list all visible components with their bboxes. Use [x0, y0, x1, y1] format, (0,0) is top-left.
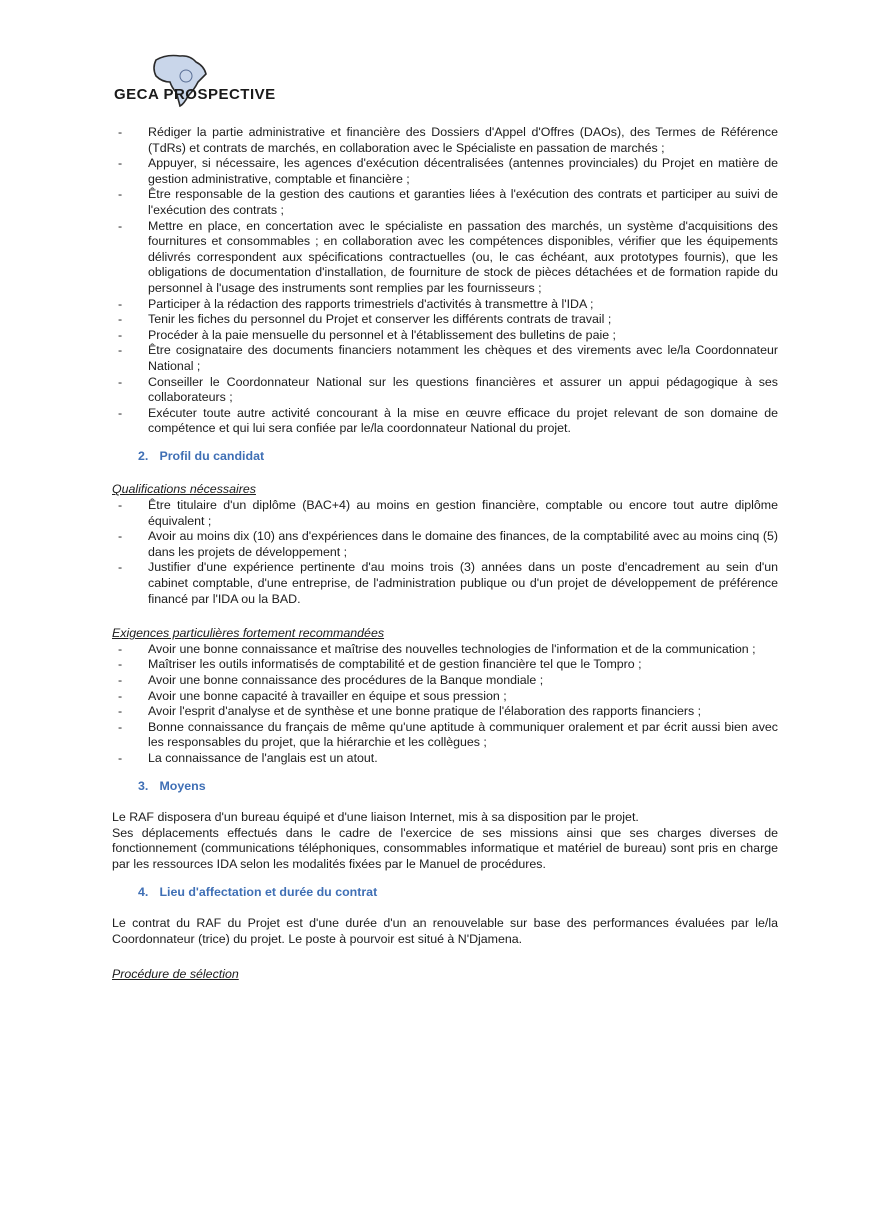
- list-item: - Être cosignataire des documents financiers notamment les chèques et des virements avec le/la Coordonnateur National ;: [112, 343, 778, 374]
- section-heading-location: [138, 885, 778, 901]
- means-paragraph-1: Le RAF disposera d'un bureau équipé et d'une liaison Internet, mis à sa disposition par le projet.: [112, 810, 639, 825]
- section-number: 2.: [138, 448, 149, 463]
- means-paragraph-2: Ses déplacements effectués dans le cadre de l'exercice de ses missions ainsi que ses charges diverses de fonctionnement (communications téléphoniques, consommables informatique et matériel de bureau) sont pris en charge par les ressources IDA selon les modalités fixées par le Manuel de procédures.: [112, 825, 778, 871]
- list-item: - Conseiller le Coordonnateur National sur les questions financières et assurer un appui pédagogique à ses collaborateurs ;: [112, 375, 778, 406]
- list-item: - Avoir l'esprit d'analyse et de synthèse et une bonne pratique de l'élaboration des rapports financiers ;: [112, 704, 778, 720]
- tasks-list: [112, 125, 778, 437]
- list-item: - Bonne connaissance du français de même qu'une aptitude à communiquer oralement et par écrit aussi bien avec les responsables du projet, que la hiérarchie et les collègues ;: [112, 720, 778, 751]
- list-item: - Participer à la rédaction des rapports trimestriels d'activités à transmettre à l'IDA ;: [112, 297, 778, 313]
- section-title: Moyens: [159, 778, 206, 793]
- list-item: - Exécuter toute autre activité concourant à la mise en œuvre efficace du projet relevant de son domaine de compétence et qui lui sera confiée par le/la coordonnateur National du projet.: [112, 406, 778, 437]
- section-heading-profile: [138, 449, 778, 465]
- requirements-list: [112, 642, 778, 767]
- list-item: - Avoir une bonne capacité à travailler en équipe et sous pression ;: [112, 689, 778, 705]
- list-item: - Avoir une bonne connaissance et maîtrise des nouvelles technologies de l'information et de la communication ;: [112, 642, 778, 658]
- list-item: - Être titulaire d'un diplôme (BAC+4) au moins en gestion financière, comptable ou encore tout autre diplôme équivalent ;: [112, 498, 778, 529]
- section-number: 3.: [138, 778, 149, 793]
- list-item: - Mettre en place, en concertation avec le spécialiste en passation des marchés, un système d'acquisitions des fournitures et consommables ; en collaboration avec les compétences disponibles, vérifier que les équipements délivrés correspondent aux spécifications contractuelles (ou, le cas échéant, aux prototypes fournis), que les obligations de documentation d'installation, de fourniture de stock de pièces détachées et de formation rapide du personnel à l'usage des instruments sont remplies par les fournisseurs ;: [112, 219, 778, 297]
- list-item: - Tenir les fiches du personnel du Projet et conserver les différents contrats de travail ;: [112, 312, 778, 328]
- qualifications-list: [112, 498, 778, 607]
- section-number: 4.: [138, 884, 149, 899]
- section-title: Lieu d'affectation et durée du contrat: [159, 884, 378, 899]
- requirements-title: Exigences particulières fortement recommandées: [112, 626, 385, 641]
- section-heading-means: [138, 779, 778, 795]
- document-body: [112, 125, 778, 983]
- logo-text: GECA PROSPECTIVE: [114, 86, 276, 103]
- list-item: - Rédiger la partie administrative et financière des Dossiers d'Appel d'Offres (DAOs), des Termes de Référence (TdRs) et contrats de marchés, en collaboration avec le Spécialiste en passation de marchés ;: [112, 125, 778, 156]
- location-paragraph: Le contrat du RAF du Projet est d'une durée d'un an renouvelable sur base des performances évaluées par le/la Coordonnateur (trice) du projet. Le poste à pourvoir est situé à N'Djamena.: [112, 916, 778, 946]
- list-item: - Justifier d'une expérience pertinente d'au moins trois (3) années dans un poste d'encadrement au sein d'un cabinet comptable, d'une entreprise, de l'administration publique ou d'un projet de développement de préférence financé par l'IDA ou la BAD.: [112, 560, 778, 607]
- procedure-title: Procédure de sélection: [112, 967, 239, 982]
- list-item: - Appuyer, si nécessaire, les agences d'exécution décentralisées (antennes provinciales) du Projet en matière de gestion administrative, comptable et financière ;: [112, 156, 778, 187]
- section-title: Profil du candidat: [159, 448, 265, 463]
- company-logo: [110, 52, 300, 112]
- list-item: - Avoir une bonne connaissance des procédures de la Banque mondiale ;: [112, 673, 778, 689]
- list-item: - Être responsable de la gestion des cautions et garanties liées à l'exécution des contrats et participer au suivi de l'exécution des contrats ;: [112, 187, 778, 218]
- list-item: - Avoir au moins dix (10) ans d'expériences dans le domaine des finances, de la comptabilité avec au moins cinq (5) dans les projets de développement ;: [112, 529, 778, 560]
- list-item: - Procéder à la paie mensuelle du personnel et à l'établissement des bulletins de paie ;: [112, 328, 778, 344]
- list-item: - La connaissance de l'anglais est un atout.: [112, 751, 778, 767]
- list-item: - Maîtriser les outils informatisés de comptabilité et de gestion financière tel que le Tompro ;: [112, 657, 778, 673]
- qualifications-title: Qualifications nécessaires: [112, 482, 256, 497]
